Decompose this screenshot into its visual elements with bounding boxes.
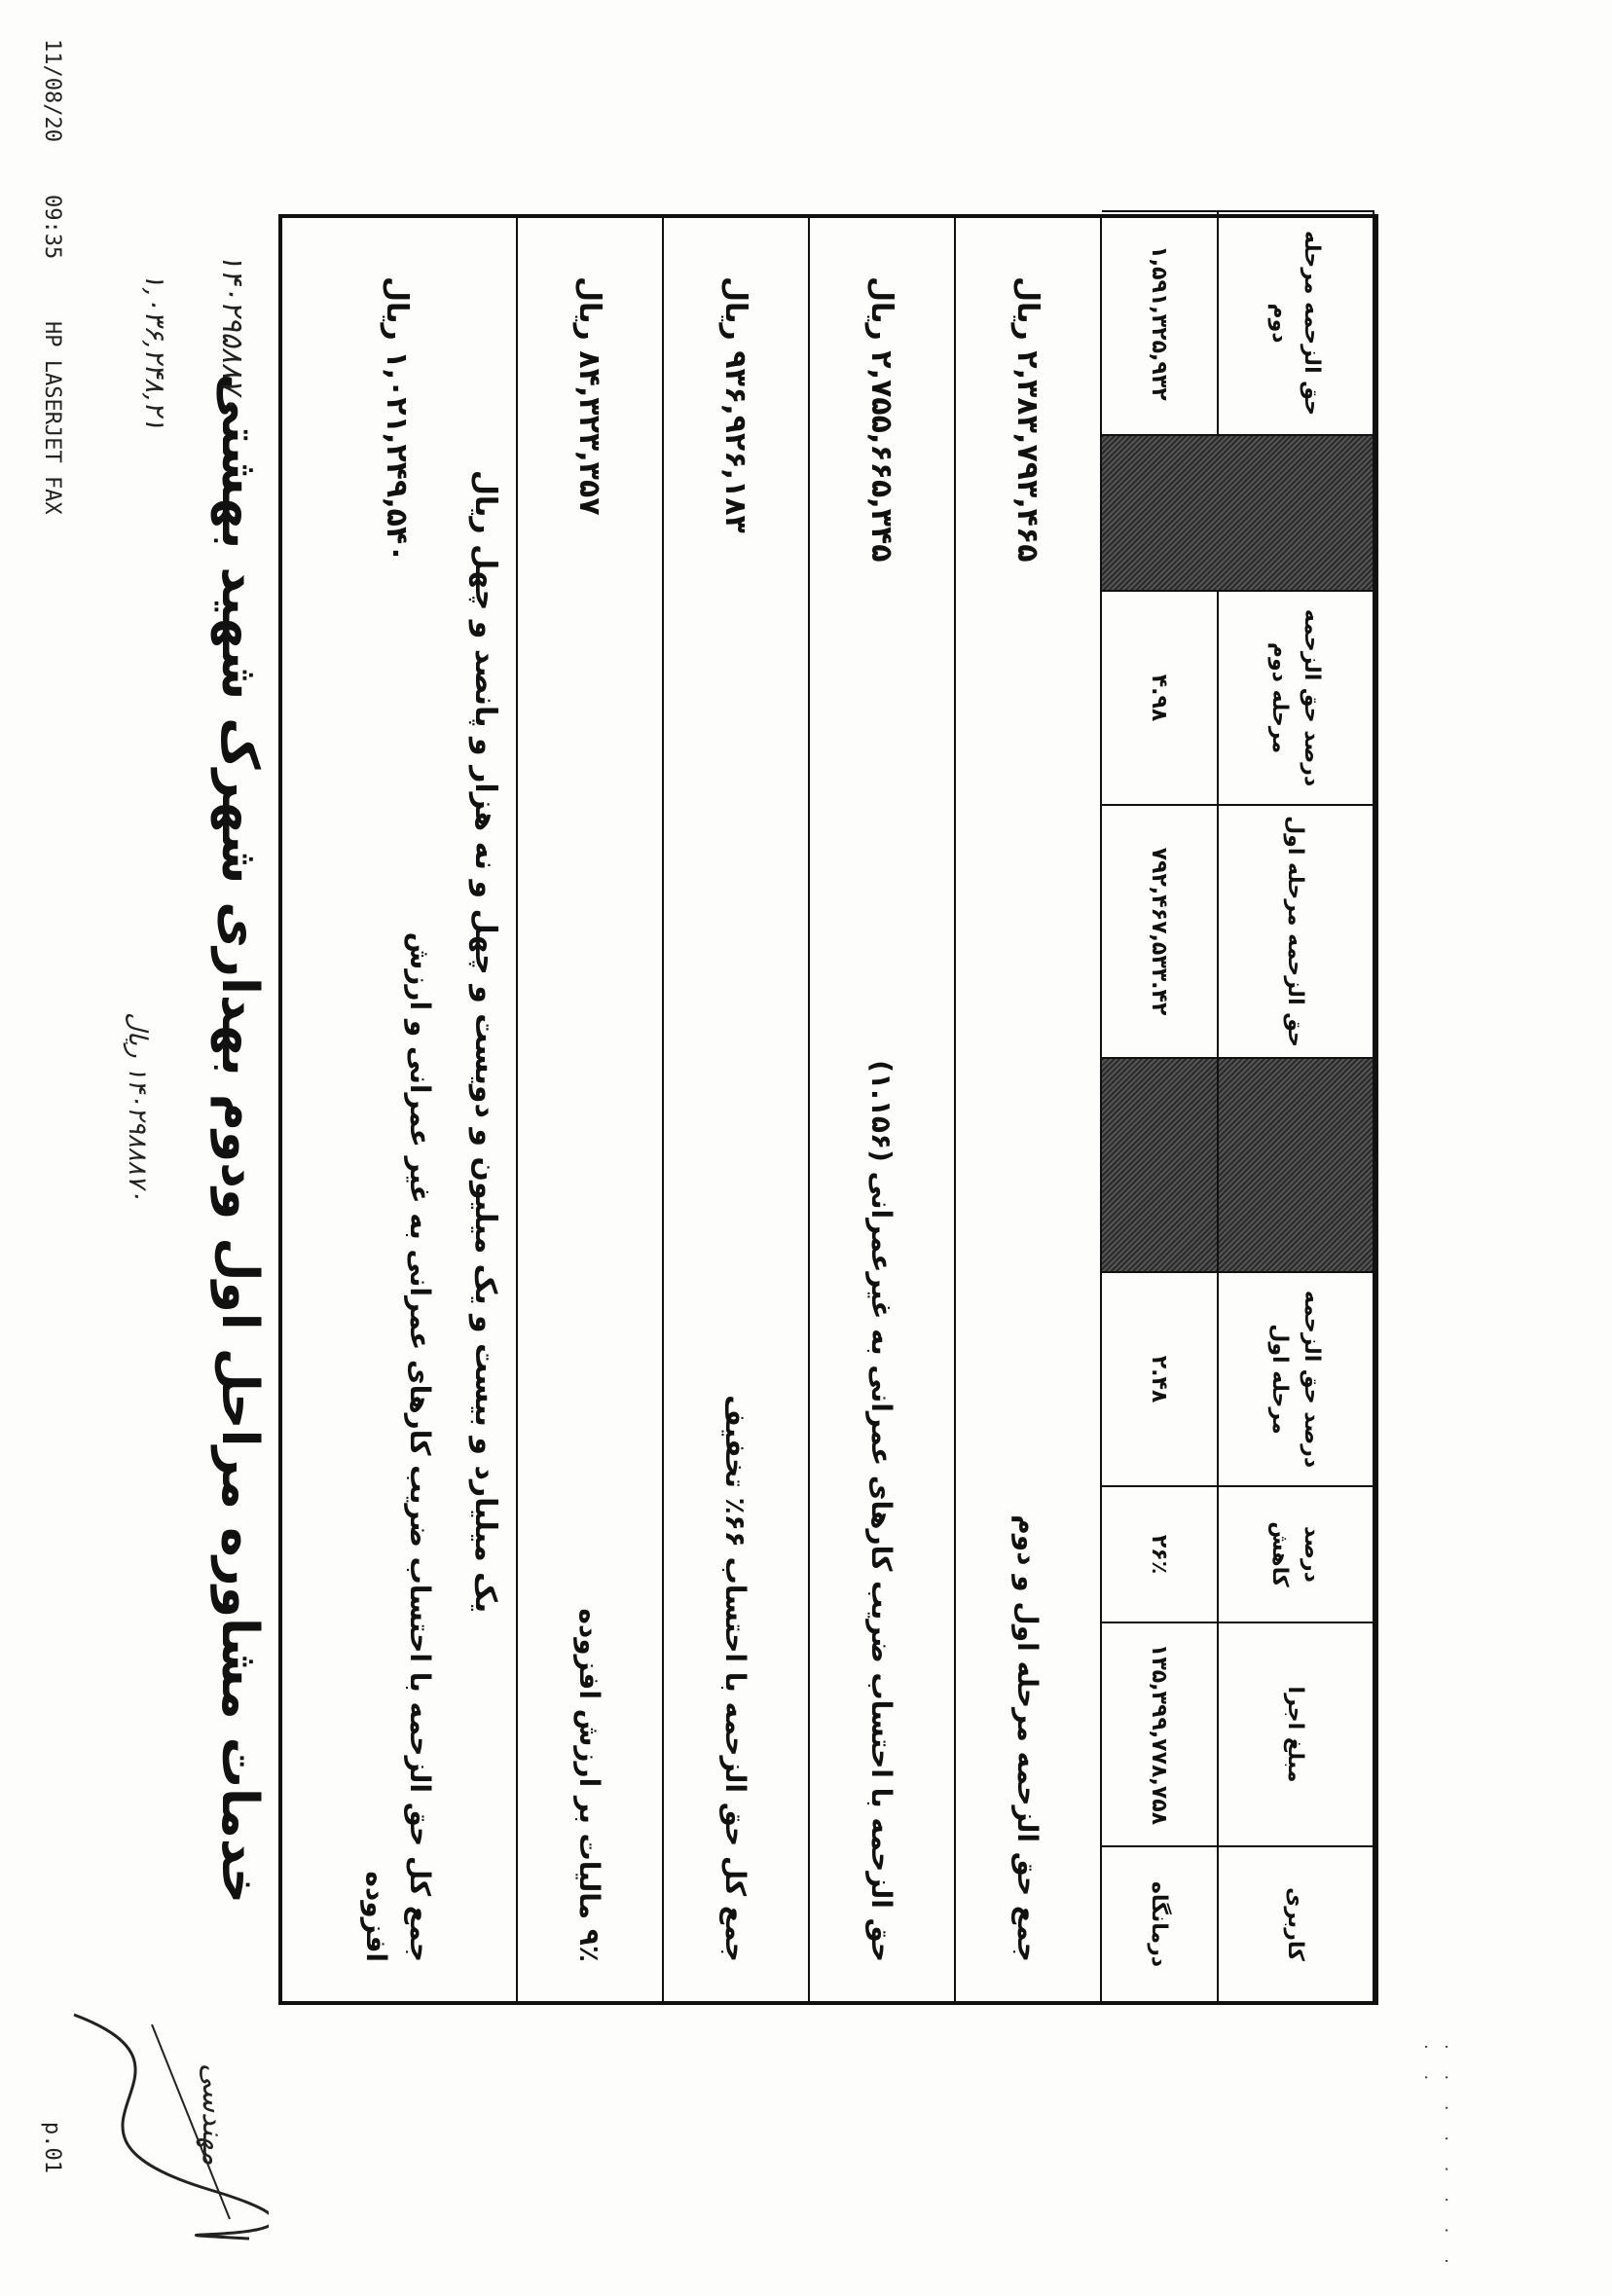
fee-table — [278, 214, 1378, 2005]
cell-reduction-pct: ۲۶٪ — [1102, 1485, 1219, 1622]
summary-label: جمع کل حق الزحمه با احتساب ۶۶٪ تخفیف — [719, 1395, 752, 1962]
handwritten-note: ۱۴۰۲۹۸۸۸۷۰ ریال — [123, 1012, 152, 1202]
summary-row — [810, 218, 956, 2001]
redacted-cell — [1102, 434, 1374, 590]
header-fee-stage2: حق الزحمه مرحله دوم — [1219, 210, 1374, 434]
summary-label: ۹٪ مالیات بر ارزش افزوده — [573, 1608, 606, 1962]
header-fee-pct-stage1: درصد حق الزحمه مرحله اول — [1219, 1271, 1374, 1485]
summary-row — [518, 218, 664, 2001]
summary-row — [664, 218, 810, 2001]
cell-fee-pct-stage2: ۴.۹۸ — [1102, 590, 1219, 804]
document-title: خدمات مشاوره مراحل اول ودوم بهداری شهرک شهید بهشتی — [210, 373, 269, 1905]
summary-amount: ۲,۷۵۵,۶۶۵,۳۴۵ ریال — [864, 276, 899, 563]
fax-page: p.01 — [40, 2122, 64, 2173]
summary-amount: ۸۴,۳۲۳,۳۵۷ ریال — [572, 276, 607, 516]
summary-label: حق الزحمه با احتساب ضریب کارهای عمرانی به غیرعمرانی (۱.۱۵۶) — [865, 1060, 898, 1962]
summary-amount: ۱,۰۲۱,۲۴۹,۵۴۰ ریال — [380, 276, 415, 563]
cell-usage: درمانگاه — [1102, 1845, 1219, 2001]
cell-fee-pct-stage1: ۲.۴۸ — [1102, 1271, 1219, 1485]
cell-exec-amount: ۱۳۵,۳۹۹,۷۷۸,۷۵۸ — [1102, 1622, 1219, 1845]
handwritten-note: ۱۴۰۲۹۵۸۸۷۰ — [215, 253, 249, 411]
fax-device: HP LASERJET FAX — [40, 321, 64, 515]
scan-noise: · · · · · · · · · · — [1415, 2044, 1456, 2274]
summary-amount: ۲,۳۸۳,۷۹۳,۴۶۵ ریال — [1010, 276, 1045, 563]
fax-date: 11/08/20 — [40, 39, 64, 142]
redacted-cell — [1219, 1057, 1374, 1271]
cell-fee-stage1: ۷۹۲,۴۶۷,۵۳۳.۴۲ — [1102, 804, 1219, 1057]
summary-row — [956, 218, 1102, 2001]
header-fee-stage1: حق الزحمه مرحله اول — [1219, 804, 1374, 1057]
summary-label: جمع کل حق الزحمه با احتساب ضریب کارهای عمرانی به غیر عمرانی و ارزش افزوده — [360, 931, 436, 1962]
cell-fee-stage2: ۱,۵۹۱,۳۲۵,۹۳۲ — [1102, 210, 1219, 434]
header-exec-amount: مبلغ اجرا — [1219, 1622, 1374, 1845]
fax-time: 09:35 — [40, 195, 64, 260]
signature: مهندسی — [196, 2063, 230, 2166]
amount-in-words: یک میلیارد و بیست و یک میلیون و دویست و چهل و نه هزار و پانصد و چهل ریال — [468, 469, 502, 1614]
redacted-cell — [1102, 1057, 1219, 1271]
header-reduction-pct: درصد کاهش — [1219, 1485, 1374, 1622]
summary-amount: ۹۳۶,۹۲۶,۱۸۳ ریال — [718, 276, 753, 533]
header-usage: کاربری — [1219, 1845, 1374, 2001]
summary-label: جمع حق الزحمه مرحله اول و دوم — [1011, 1514, 1044, 1962]
handwritten-note: ۱,۰۳۶,۲۴۸,۲۱ — [139, 273, 171, 431]
header-fee-pct-stage2: درصد حق الزحمه مرحله دوم — [1219, 590, 1374, 804]
